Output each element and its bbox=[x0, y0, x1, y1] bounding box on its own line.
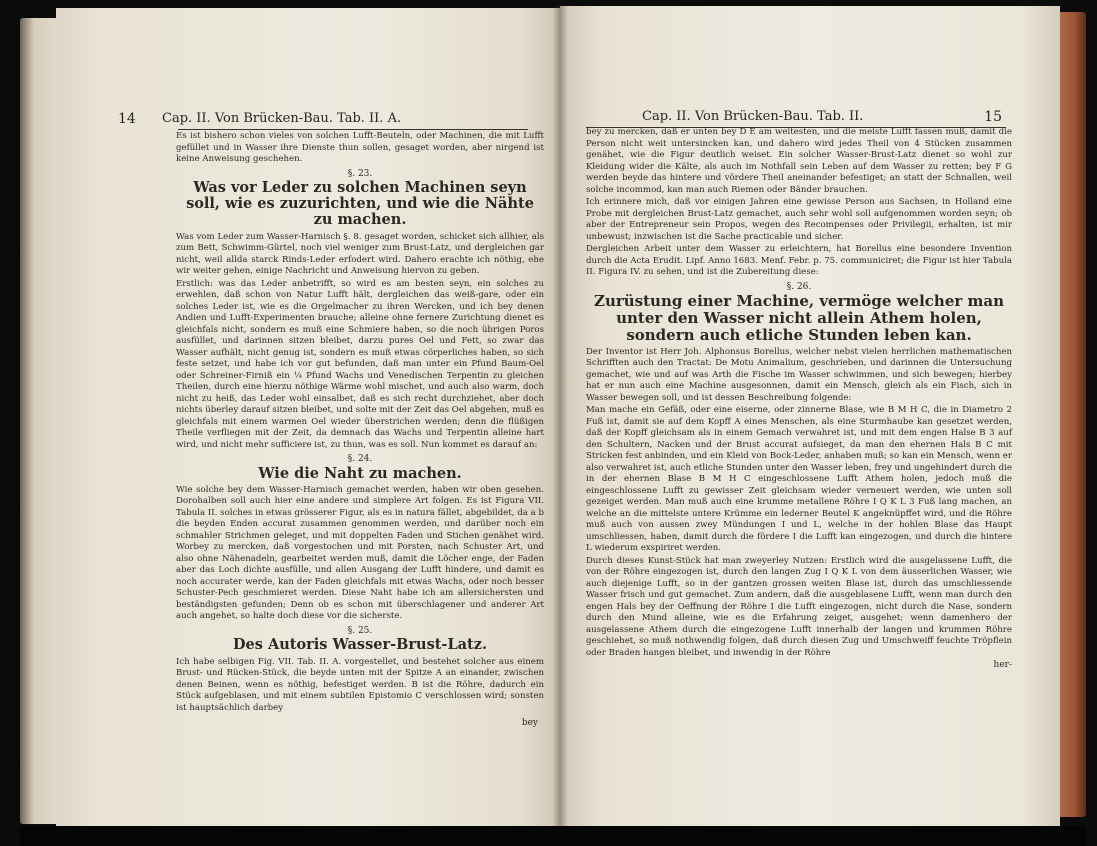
page-number: 15 bbox=[984, 109, 1002, 125]
left-page bbox=[56, 8, 560, 829]
header-rule bbox=[178, 129, 528, 130]
section-number: §. 24. bbox=[347, 454, 373, 465]
running-title: Cap. II. Von Brücken-Bau. Tab. II. bbox=[642, 109, 864, 124]
body-paragraph: Dergleichen Arbeit unter dem Wasser zu erleichtern, hat Borellus eine besondere Invention durch die Acta Erudit. Lipf. Anno 1683. Menf. Febr. p. 75. communiciret; die Figur ist hier Tabula II. Figura IV. zu sehen, und ist die Zubereitung diese: bbox=[586, 244, 1012, 277]
left-body bbox=[176, 131, 544, 728]
section-heading: Des Autoris Wasser-Brust-Latz. bbox=[232, 636, 488, 654]
right-page bbox=[560, 6, 1060, 829]
section-heading: Was vor Leder zu solchen Machinen seyn soll, wie es zuzurichten, und wie die Nähte zu machen. bbox=[186, 179, 534, 229]
page-edges-left bbox=[20, 18, 60, 824]
body-paragraph: Wie solche bey dem Wasser-Harnisch gemachet werden, haben wir oben gesehen. Dorohalben soll auch hier eine andere und simplere Art folgen. Es ist Figura VII. Tabula II. solches in etwas grösserer Figur, als es in natura fället, abgebildet, da a b die beyden Enden accurat zusammen genommen werden, und darüber noch ein schmahler Strichmen geleget, und mit doppelten Faden und Stichen genähet wird. Worbey zu mercken, daß vorgestochen und mit Porsten, nach Schuster Art, und also ohne Nähenadeln, gearbeitet werden muß, damit die Löcher enge, der Faden aber das Loch dichte ausfülle, und allen Ausgang der Lufft hindere, und damit es noch accurater werde, kan der Faden gleichfals mit etwas Wachs, oder noch besser Schuster-Pech geschmieret werden. Diese Naht habe ich am allersichersten und beständigsten gefunden; Denn ob es schon mit überschlagener und anderer Art auch angehet, so halte doch diese vor die sicherste. bbox=[176, 484, 544, 622]
body-paragraph: Ich habe selbigen Fig. VII. Tab. II. A. vorgestellet, und bestehet solcher aus einem Brust- und Rücken-Stück, die beyde unten mit der Spitze A an einander, zwischen denen Beinen, wenn es nöthig, befestiget werden. B ist die Röhre, dadurch ein Stück aufgeblasen, und mit einem subtilen Epistomio C verschlossen wird; sonsten ist hauptsächlich darbey bbox=[176, 656, 544, 713]
bottom-shadow bbox=[20, 826, 1086, 846]
catchword: her- bbox=[993, 660, 1012, 671]
section-number: §. 26. bbox=[786, 281, 812, 292]
running-title: Cap. II. Von Brücken-Bau. Tab. II. A. bbox=[162, 111, 402, 126]
book-cover-edge bbox=[1058, 12, 1086, 817]
body-paragraph: Erstlich: was das Leder anbetrifft, so wird es am besten seyn, ein solches zu erwehlen, daß schon von Natur Lufft hält, dergleichen das weiß-gare, oder ein solches Leder ist, wie es die Orgelmacher zu ihren Wercken, und ich bey denen Andien und Lufft-Experimenten brauche; alleine ohne fernere Zurichtung dienet es gleichfals nicht, sondern es muß eine Schmiere haben, so die noch übrigen Poros ausfüllet, und darinnen sitzen bleibet, darzu pures Oel und Fett, so zwar das Wasser aufhält, nicht genug ist, sondern es muß etwas cörperliches haben, so sich feste setzet, und habe ich vor gut befunden, daß man unter ein Pfund Baum-Oel oder Schreiner-Firniß ein ¼ Pfund Wachs und Venedischen Terpentin zu gleichen Theilen, durch eine hierzu nöthige Wärme wohl mischet, und auch also warm, doch nicht zu heiß, das Leder wohl einsalbet, daß es sich recht durchziehet, aber doch nichts überley darauf sitzen bleibet, und solte mit der Zeit das Oel abgehen, muß es gleichfals mit einem warmen Oel wieder überstrichen werden; denn die flüßigen Theile verfliegen mit der Zeit, da demnach das Wachs und Terpentin alleine hart wird, und nicht mehr sufficiere ist, zu thun, was es soll. Nun kommet es darauf an: bbox=[176, 278, 544, 450]
page-number: 14 bbox=[118, 111, 136, 127]
body-paragraph: bey zu mercken, daß er unten bey D E am weitesten, und die meiste Lufft fassen muß, damit die Person nicht weit untersincken kan, und dahero wird jedes Theil von 4 Stücken zusammen genähet, wie die Figur deutlich weiset. Ein solcher Wasser-Brust-Latz dienet so wohl zur Kleidung wider die Kälte, als auch im Nothfall sein Leben auf dem Wasser zu retten; bey F G werden beyde das hintere und vördere Theil aneinander befestiget; an statt der Schnallen, weil solche incommod, kan man auch Riemen oder Bänder brauchen. bbox=[586, 127, 1012, 195]
body-paragraph: Durch dieses Kunst-Stück hat man zweyerley Nutzen: Erstlich wird die ausgelassene Lufft, die von der Röhre eingezogen ist, durch den langen Zug I Q K L von dem äusserlichen Wasser, wie auch diejenige Lufft, so in der gantzen grossen weiten Blase ist, durch das umschliessende Wasser frisch und gut gemachet. Zum andern, daß die ausgeblasene Lufft, wenn man durch den engen Hals bey der Oeffnung der Röhre I die Lufft eingezogen, nicht durch die Nase, sondern durch den Mund alleine, wie es die Erfahrung zeiget, ausgehet; wenn damenhero der ausgelassene Athem durch die eingezogene Lufft innerhalb der langen und krummen Röhre geschiehet, so muß nothwendig folgen, daß durch diesen Zug und Umschweiff feuchte Tröpflein oder Braden hangen bleibet, und inwendig in der Röhre bbox=[586, 555, 1012, 658]
body-paragraph: Man mache ein Gefäß, oder eine eiserne, oder zinnerne Blase, wie B M H C, die in Diametro 2 Fuß ist, damit sie auf dem Kopff A eines Menschen, als eine Sturmhaube kan gesetzet werden, daß der Kopff gleichsam als in einem Gemach verwahret ist, und mit dem engen Halse B 3 auf den Schultern, Nacken und der Brust accurat aufsieget, da man den ehernen Hals B C mit Stricken fest anbinden, und ein Kleid von Bock-Leder, anhaben muß; so kan ein Mensch, wenn er also verwahret ist, auch etliche Stunden unter den Wasser leben, frey und ungehindert durch die in der ehernen Blase B M H C eingeschlossene Lufft Athem holen, jedoch muß die eingeschlossene Lufft zu gewisser Zeit gleichsam wieder verneuert werden, wie unten soll gezeiget werden. Man muß auch eine krumme metallene Röhre I Q K L 3 Fuß lang machen, an welche an die mittelste untere Krümme ein lederner Beutel K angeknüpffet wird, und die Röhre muß auch von aussen zwey Mündungen I und L, welche in der hohlen Blase das Haupt umschliessen, haben, damit durch die fördere I die Lufft kan eingezogen, und durch die hintere L wiederum exspiriret werden. bbox=[586, 405, 1012, 554]
body-paragraph: Was vom Leder zum Wasser-Harnisch §. 8. gesaget worden, schicket sich allhier, als zum Bett, Schwimm-Gürtel, noch viel weniger zum Brust-Latz, und dergleichen gar nicht, weil allda starck Rinds-Leder erfodert wird. Dahero erachte ich nöthig, ehe wir weiter gehen, einige Nachricht und Anweisung hiervon zu geben. bbox=[176, 231, 544, 277]
intro-paragraph: Es ist bishero schon vieles von solchen Lufft-Beuteln, oder Machinen, die mit Lufft gefüllet und in Wasser ihre Dienste thun sollen, gesaget worden, aber nirgend ist keine Anweisung geschehen. bbox=[176, 131, 544, 164]
body-paragraph: Der Inventor ist Herr Joh. Alphonsus Borellus, welcher nebst vielen herrlichen mathematischen Schrifften auch den Tractat: De Motu Animalium, geschrieben, und darinnen die Untersuchung gemachet, wie und auf was Arth die Fische im Wasser schwimmen, und sich bewegen; hierbey hat er nun auch eine Machine ausgesonnen, damit ein Mensch, gleich als ein Fisch, sich in Wasser bewegen soll, und ist dessen Beschreibung folgende: bbox=[586, 346, 1012, 403]
section-number: §. 25. bbox=[347, 625, 373, 636]
body-paragraph: Ich erinnere mich, daß vor einigen Jahren eine gewisse Person aus Sachsen, in Holland eine Probe mit dergleichen Brust-Latz gemachet, auch sehr wohl soll aufgenommen worden seyn; ob aber der Entrepreneur sein Propos, wegen des Recompenses oder Privilegii, erhalten, ist mir unbewust; inzwischen ist die Sache practicable und sicher. bbox=[586, 197, 1012, 242]
right-body bbox=[586, 127, 1012, 671]
book-gutter bbox=[552, 6, 568, 831]
section-heading: Wie die Naht zu machen. bbox=[258, 464, 462, 482]
section-heading: Zurüstung einer Machine, vermöge welcher man unter den Wasser nicht allein Athem holen, sondern auch etliche Stunden leben kan. bbox=[594, 292, 1004, 344]
catchword: bey bbox=[521, 717, 538, 728]
section-number: §. 23. bbox=[347, 168, 373, 179]
